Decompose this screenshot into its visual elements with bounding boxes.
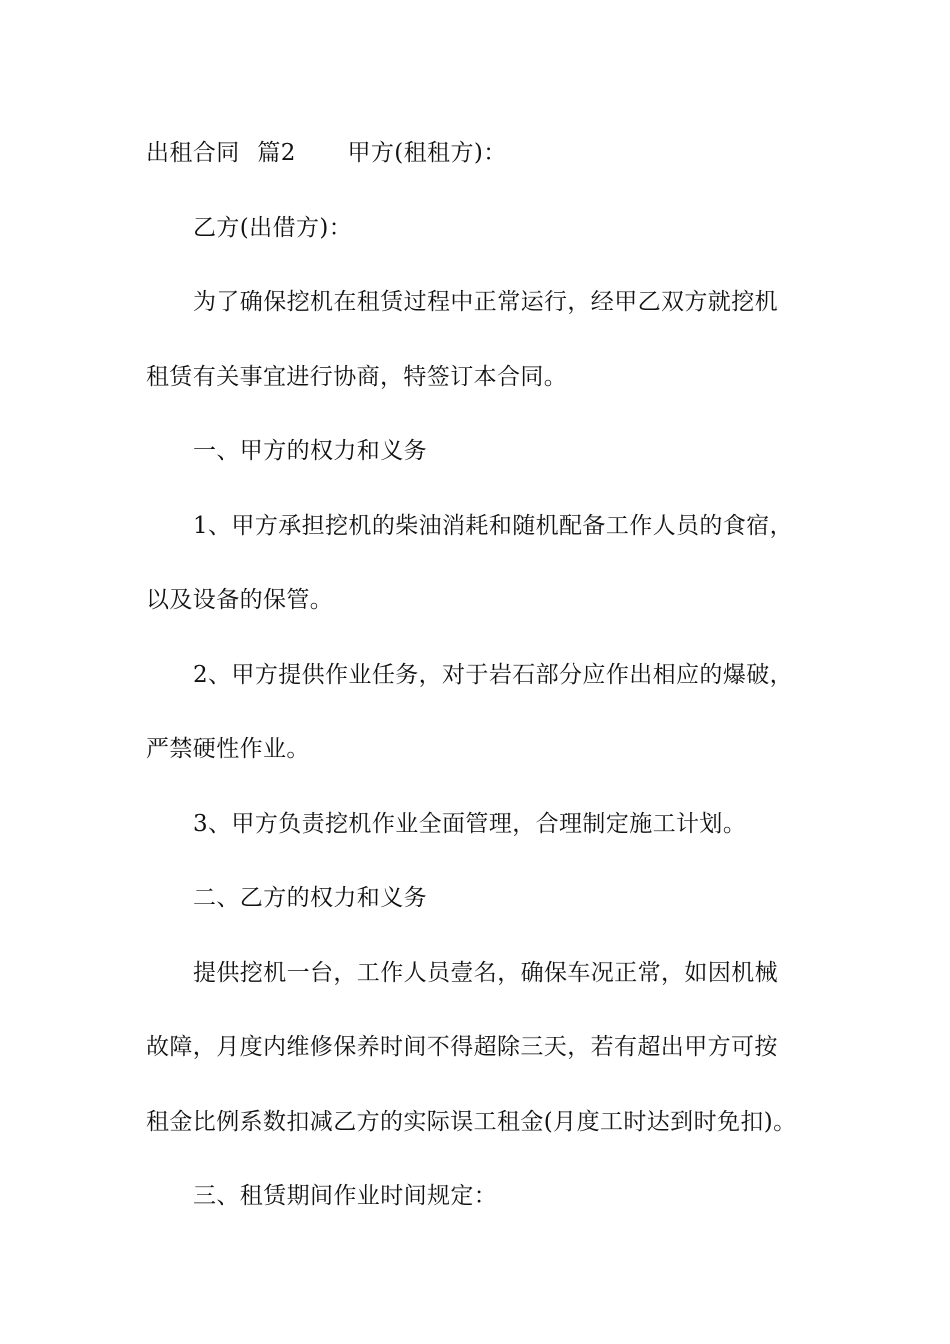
paragraph-line: 租赁有关事宜进行协商，特签订本合同。 (146, 364, 568, 390)
section-heading: 一、甲方的权力和义务 (193, 438, 427, 464)
paragraph-line: 以及设备的保管。 (146, 587, 334, 613)
second-party-label: 乙方(出借方)： (193, 215, 353, 241)
section-number: 篇2 (257, 140, 296, 166)
paragraph-line: 1、甲方承担挖机的柴油消耗和随机配备工作人员的食宿， (193, 513, 794, 539)
paragraph-line: 故障，月度内维修保养时间不得超除三天，若有超出甲方可按 (146, 1034, 778, 1060)
document-title: 出租合同 (146, 140, 240, 166)
first-party-label: 甲方(租租方)： (347, 140, 507, 166)
paragraph-line: 严禁硬性作业。 (146, 736, 310, 762)
heading-line (146, 138, 826, 168)
section-heading: 二、乙方的权力和义务 (193, 885, 427, 911)
paragraph-line: 租金比例系数扣减乙方的实际误工租金(月度工时达到时免扣)。 (146, 1109, 797, 1135)
section-heading: 三、租赁期间作业时间规定： (193, 1183, 498, 1209)
paragraph-line: 3、甲方负责挖机作业全面管理，合理制定施工计划。 (193, 811, 747, 837)
paragraph-line: 提供挖机一台，工作人员壹名，确保车况正常，如因机械 (193, 960, 778, 986)
paragraph-line: 为了确保挖机在租赁过程中正常运行，经甲乙双方就挖机 (193, 289, 778, 315)
paragraph-line: 2、甲方提供作业任务，对于岩石部分应作出相应的爆破， (193, 662, 794, 688)
